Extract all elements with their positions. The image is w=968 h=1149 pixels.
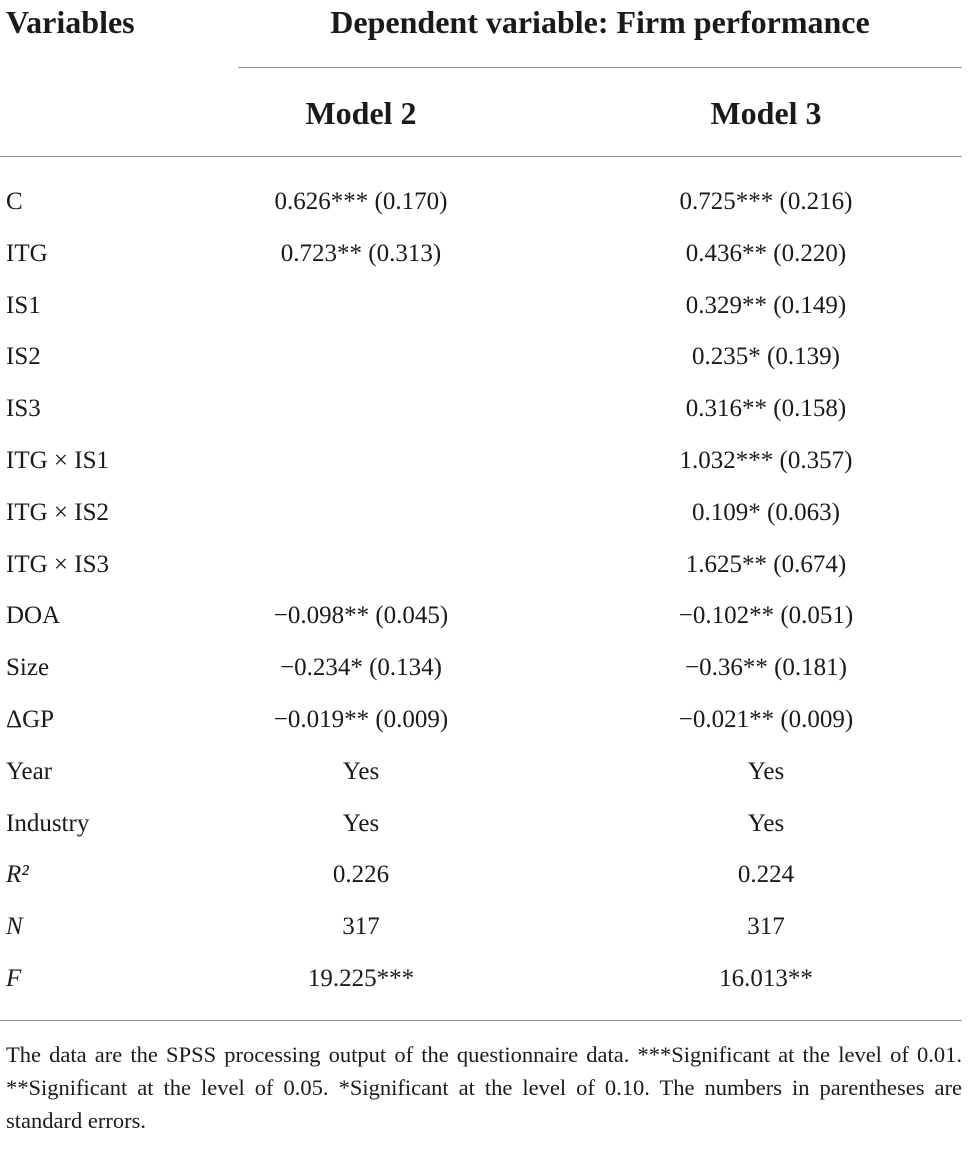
model3-cell: 0.109* (0.063) bbox=[692, 498, 840, 526]
table-row bbox=[0, 331, 968, 383]
row-label bbox=[6, 280, 41, 332]
row-label bbox=[6, 435, 109, 487]
row-label-text: R² bbox=[6, 861, 29, 889]
table-row bbox=[0, 435, 968, 487]
model3-cell: Yes bbox=[747, 809, 785, 837]
row-label-text: IS2 bbox=[6, 343, 41, 371]
table-row bbox=[0, 746, 968, 798]
dependent-variable-header: Dependent variable: Firm performance bbox=[330, 4, 870, 40]
row-label-text: Size bbox=[6, 654, 50, 682]
table-row bbox=[0, 487, 968, 539]
row-label-text: IS1 bbox=[6, 291, 41, 319]
row-label bbox=[6, 798, 89, 850]
row-label bbox=[6, 487, 109, 539]
model3-cell: 1.625** (0.674) bbox=[685, 550, 847, 578]
model2-cell: 0.723** (0.313) bbox=[280, 239, 442, 267]
variables-header: Variables bbox=[6, 4, 135, 40]
row-label bbox=[6, 901, 23, 953]
row-label-text: IS3 bbox=[6, 395, 41, 423]
model3-cell: 16.013** bbox=[719, 965, 813, 992]
table-bottom-rule bbox=[0, 1020, 962, 1021]
row-label-text: Year bbox=[6, 757, 53, 785]
row-label-text: ITG × IS1 bbox=[6, 447, 109, 474]
row-label bbox=[6, 590, 60, 642]
table-row bbox=[0, 642, 968, 694]
model2-cell: −0.019** (0.009) bbox=[273, 706, 449, 733]
row-label bbox=[6, 953, 21, 1005]
row-label-text: F bbox=[6, 965, 22, 992]
model3-cell: 0.316** (0.158) bbox=[685, 395, 847, 423]
model2-cell: Yes bbox=[342, 757, 380, 785]
model3-header: Model 3 bbox=[710, 95, 822, 131]
model3-cell: 0.224 bbox=[737, 861, 795, 889]
model3-cell: 317 bbox=[747, 913, 785, 941]
row-label bbox=[6, 694, 54, 746]
row-label bbox=[6, 383, 41, 435]
table-row bbox=[0, 280, 968, 332]
table-footnote: The data are the SPSS processing output of the questionnaire data. ***Significant at the level of 0.01. **Significant at the level of 0.05. *Significant at the level of 0.10. The numbers in parentheses are standard errors. bbox=[6, 1042, 962, 1133]
model3-cell: 0.329** (0.149) bbox=[685, 291, 847, 319]
table-row bbox=[0, 901, 968, 953]
row-label bbox=[6, 331, 41, 383]
row-label-text: N bbox=[6, 913, 23, 941]
table-row bbox=[0, 798, 968, 850]
row-label bbox=[6, 642, 49, 694]
table-row bbox=[0, 539, 968, 591]
model2-cell: 0.626*** (0.170) bbox=[274, 188, 448, 215]
model3-cell: −0.021** (0.009) bbox=[678, 706, 854, 733]
model2-header: Model 2 bbox=[305, 95, 417, 131]
model2-cell: 0.226 bbox=[332, 861, 390, 889]
table-row bbox=[0, 176, 968, 228]
table-row bbox=[0, 228, 968, 280]
row-label-text: ΔGP bbox=[6, 706, 55, 733]
model3-cell: 0.436** (0.220) bbox=[685, 239, 847, 267]
model2-cell: Yes bbox=[342, 809, 380, 837]
row-label-text: DOA bbox=[6, 602, 61, 630]
row-label bbox=[6, 228, 48, 280]
row-label-text: ITG × IS3 bbox=[6, 550, 109, 578]
row-label-text: ITG × IS2 bbox=[6, 498, 109, 526]
row-label bbox=[6, 746, 52, 798]
row-label bbox=[6, 176, 23, 228]
row-label-text: Industry bbox=[6, 809, 90, 837]
table-row bbox=[0, 953, 968, 1005]
row-label bbox=[6, 539, 109, 591]
header-bottom-rule bbox=[0, 156, 962, 157]
row-label-text: ITG bbox=[6, 239, 48, 267]
model3-cell: −0.102** (0.051) bbox=[678, 602, 854, 630]
model3-cell: 0.235* (0.139) bbox=[692, 343, 840, 371]
model3-cell: −0.36** (0.181) bbox=[685, 654, 847, 682]
table-row bbox=[0, 694, 968, 746]
table-row bbox=[0, 849, 968, 901]
row-label-text: C bbox=[6, 188, 23, 215]
table-row bbox=[0, 590, 968, 642]
header-span-rule bbox=[238, 67, 962, 68]
model2-cell: 317 bbox=[342, 913, 380, 941]
model2-cell: −0.234* (0.134) bbox=[280, 654, 442, 682]
model2-cell: 19.225*** bbox=[307, 965, 415, 992]
model3-cell: 1.032*** (0.357) bbox=[679, 447, 853, 474]
model2-cell: −0.098** (0.045) bbox=[273, 602, 449, 630]
model3-cell: Yes bbox=[747, 757, 785, 785]
table-row bbox=[0, 383, 968, 435]
model3-cell: 0.725*** (0.216) bbox=[679, 188, 853, 215]
row-label bbox=[6, 849, 29, 901]
